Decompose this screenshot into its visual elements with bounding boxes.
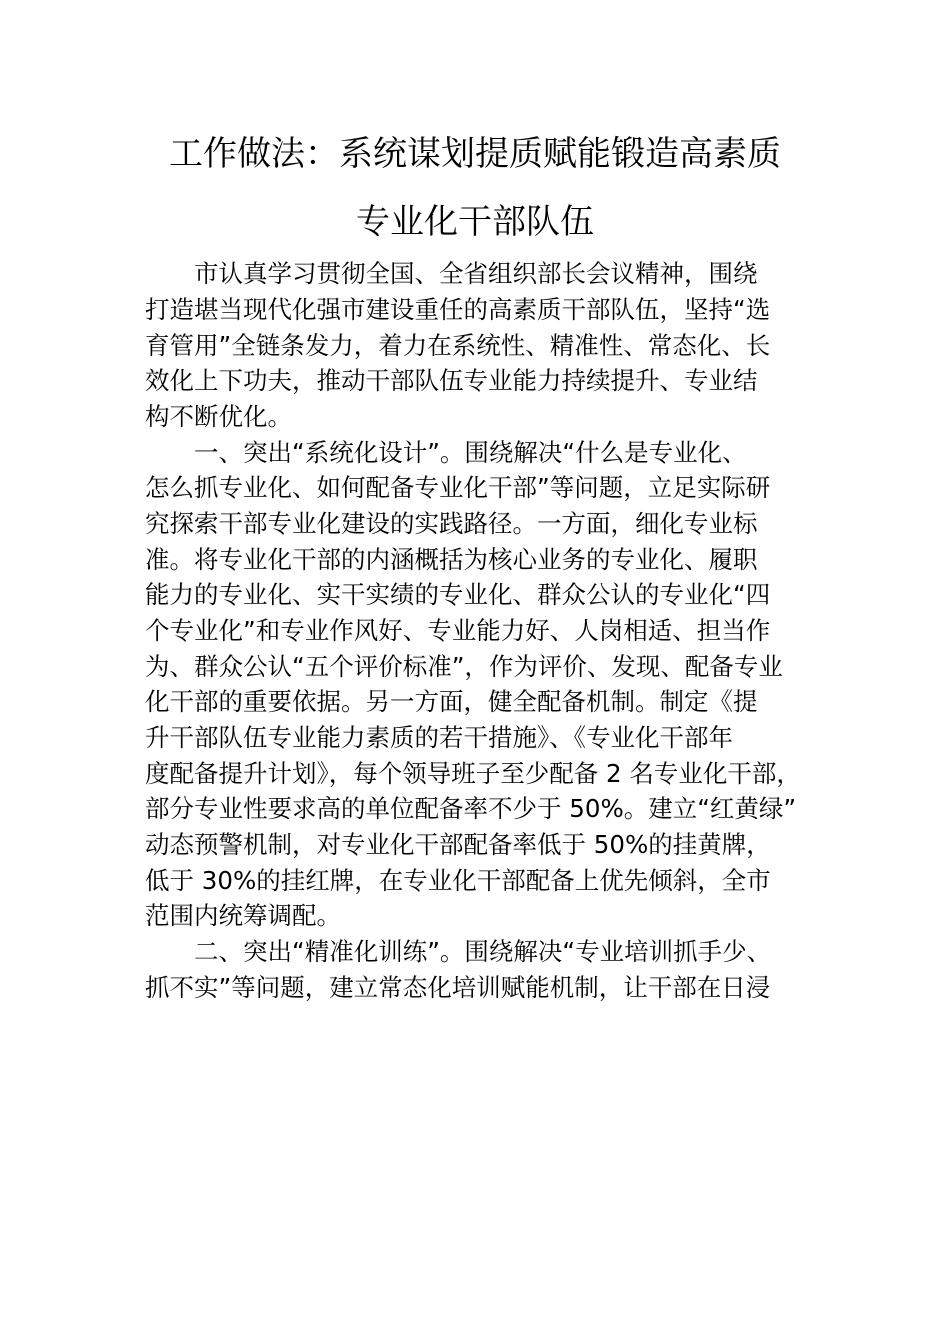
body-line-5: 构不断优化。 <box>145 402 292 431</box>
body-line-7: 怎么抓专业化、如何配备专业化干部”等问题，立足实际研 <box>145 473 771 502</box>
body-line-9: 准。将专业化干部的内涵概括为核心业务的专业化、履职 <box>145 545 758 574</box>
body-line-14: 升干部队伍专业能力素质的若干措施》、《专业化干部年 <box>145 723 733 752</box>
document-title-line-1: 工作做法：系统谋划提质赋能锻造高素质 <box>169 134 781 174</box>
body-line-11: 个专业化”和专业作风好、专业能力好、人岗相适、担当作 <box>145 616 771 645</box>
body-line-10: 能力的专业化、实干实绩的专业化、群众公认的专业化“四 <box>145 580 771 609</box>
body-line-8: 究探索干部专业化建设的实践路径。一方面，细化专业标 <box>145 509 758 538</box>
body-line-15: 度配备提升计划》，每个领导班子至少配备 2 名专业化干部， <box>145 759 801 788</box>
body-line-6: 一、突出“系统化设计”。围绕解决“什么是专业化、 <box>145 438 747 467</box>
body-line-21: 抓不实”等问题，建立常态化培训赋能机制，让干部在日浸 <box>145 973 771 1002</box>
body-line-4: 效化上下功夫，推动干部队伍专业能力持续提升、专业结 <box>145 366 758 395</box>
body-line-13: 化干部的重要依据。另一方面，健全配备机制。制定《提 <box>145 687 758 716</box>
body-line-19: 范围内统筹调配。 <box>145 901 341 930</box>
body-line-3: 育管用”全链条发力，着力在系统性、精准性、常态化、长 <box>145 331 771 360</box>
body-line-12: 为、群众公认“五个评价标准”，作为评价、发现、配备专业 <box>145 652 783 681</box>
body-line-1: 市认真学习贯彻全国、全省组织部长会议精神，围绕 <box>145 259 758 288</box>
body-line-16: 部分专业性要求高的单位配备率不少于 50%。建立“红黄绿” <box>145 794 797 823</box>
body-line-17: 动态预警机制，对专业化干部配备率低于 50%的挂黄牌， <box>145 830 771 859</box>
body-line-20: 二、突出“精准化训练”。围绕解决“专业培训抓手少、 <box>145 937 772 966</box>
document-title-line-2: 专业化干部队伍 <box>356 202 594 242</box>
body-line-18: 低于 30%的挂红牌，在专业化干部配备上优先倾斜，全市 <box>145 866 771 895</box>
body-line-2: 打造堪当现代化强市建设重任的高素质干部队伍，坚持“选 <box>145 295 771 324</box>
